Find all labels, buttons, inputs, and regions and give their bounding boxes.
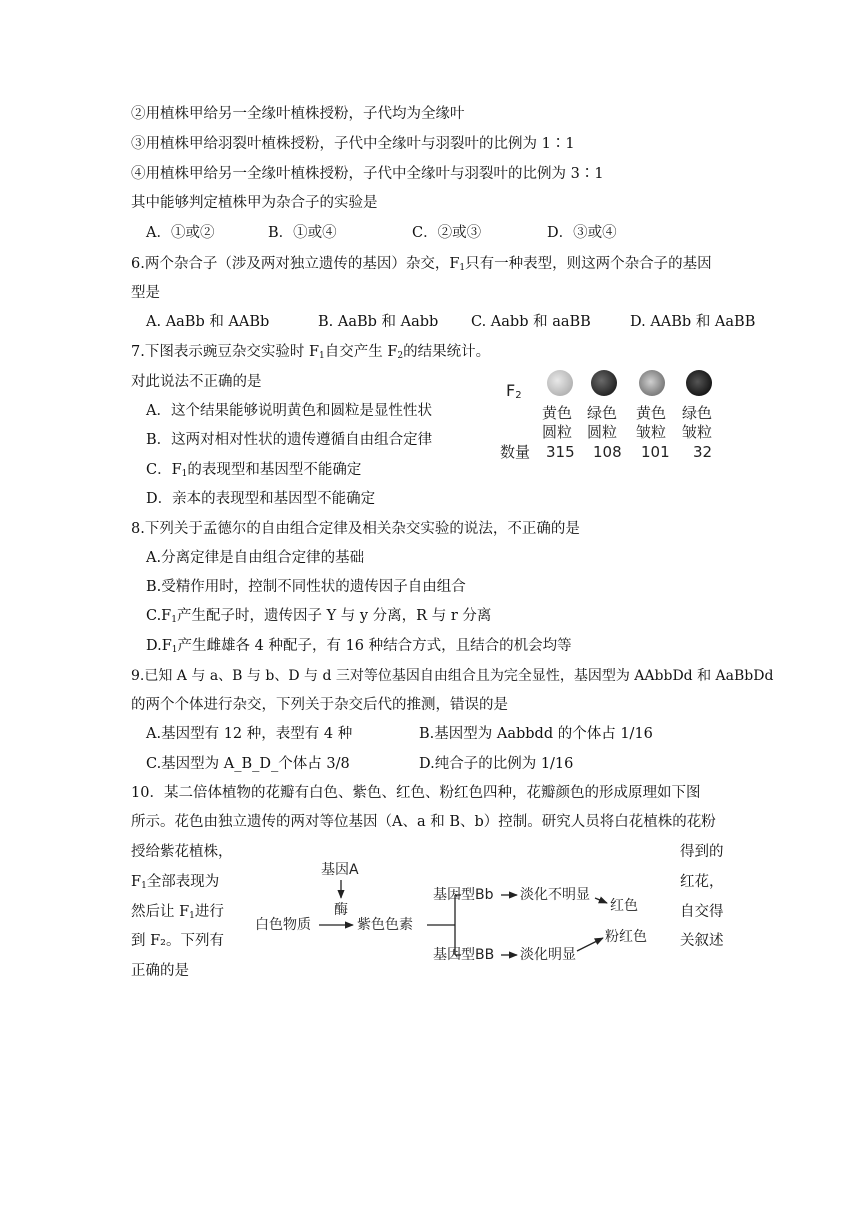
green-wrinkled-pea-icon xyxy=(686,370,712,396)
q8-option-d: $D.F_1$产生雌雄各 4 种配子，有 16 种结合方式，且结合的机会均等 xyxy=(146,638,572,655)
phenotype-2-line1: 绿色 xyxy=(587,404,618,422)
f2-label: $F_2$ xyxy=(506,381,522,401)
q10-left-2: $F_1$全部表现为 xyxy=(131,874,220,891)
q8-stem: 8.下列关于孟德尔的自由组合定律及相关杂交实验的说法，不正确的是 xyxy=(131,521,580,537)
q5-option-c: C．②或③ xyxy=(412,225,482,241)
q6-option-d: D. AABb 和 AaBB xyxy=(630,314,756,330)
q7-stem-line1: 7.下图表示豌豆杂交实验时 $F_1$自交产生 $F_2$的结果统计。 xyxy=(131,344,491,361)
q10-left-1: 授给紫花植株， xyxy=(131,844,233,860)
q8-option-b: B.受精作用时，控制不同性状的遗传因子自由组合 xyxy=(146,579,466,595)
phenotype-3-line1: 黄色 xyxy=(636,404,667,422)
phenotype-1-line1: 黄色 xyxy=(542,404,573,422)
q5-item-3: ③用植株甲给羽裂叶植株授粉，子代中全缘叶与羽裂叶的比例为 1∶1 xyxy=(131,136,575,152)
white-substance-label: 白色物质 xyxy=(255,917,311,933)
q10-left-3: 然后让 $F_1$进行 xyxy=(131,904,224,921)
q10-stem-line2: 所示。花色由独立遗传的两对等位基因（A、a 和 B、b）控制。研究人员将白花植株的花粉 xyxy=(131,814,716,830)
q5-option-d: D．③或④ xyxy=(547,225,617,241)
q10-right-3: 自交得 xyxy=(680,904,724,920)
count-green-round: 108 xyxy=(593,443,622,461)
q9-option-d: D.纯合子的比例为 1/16 xyxy=(419,756,574,772)
q8-option-a: A.分离定律是自由组合定律的基础 xyxy=(146,550,365,566)
q5-item-4: ④用植株甲给另一全缘叶植株授粉，子代中全缘叶与羽裂叶的比例为 3∶1 xyxy=(131,166,604,182)
genotype-Bb-label: 基因型Bb xyxy=(433,887,494,903)
q9-option-b: B.基因型为 Aabbdd 的个体占 1/16 xyxy=(419,726,653,742)
q7-option-b: B．这两对相对性状的遗传遵循自由组合定律 xyxy=(146,432,433,448)
q5-option-b: B．①或④ xyxy=(268,225,337,241)
strong-fading-label: 淡化明显 xyxy=(520,947,576,963)
q6-option-c: C. Aabb 和 aaBB xyxy=(471,314,591,330)
phenotype-1-line2: 圆粒 xyxy=(542,423,573,441)
q10-right-1: 得到的 xyxy=(680,844,724,860)
q9-option-a: A.基因型有 12 种，表型有 4 种 xyxy=(146,726,353,742)
red-label: 红色 xyxy=(610,898,638,914)
q5-item-2: ②用植株甲给另一全缘叶植株授粉，子代均为全缘叶 xyxy=(131,106,465,122)
count-yellow-round: 315 xyxy=(546,443,575,461)
phenotype-4-line2: 皱粒 xyxy=(682,423,713,441)
q10-right-2: 红花， xyxy=(680,874,724,890)
count-yellow-wrinkled: 101 xyxy=(641,443,670,461)
genotype-BB-label: 基因型BB xyxy=(433,947,495,963)
q9-stem-line1: 9.已知 A 与 a、B 与 b、D 与 d 三对等位基因自由组合且为完全显性，基因型为 AAbbDd 和 AaBbDd xyxy=(131,668,774,684)
yellow-round-pea-icon xyxy=(547,370,573,396)
q6-option-a: A. AaBb 和 AABb xyxy=(146,314,270,330)
flower-color-diagram xyxy=(255,858,675,968)
yellow-wrinkled-pea-icon xyxy=(639,370,665,396)
q7-option-d: D．亲本的表现型和基因型不能确定 xyxy=(146,491,376,507)
q10-right-4: 关叙述 xyxy=(680,933,724,949)
q10-left-4: 到 F₂。下列有 xyxy=(131,933,224,949)
q7-option-a: A．这个结果能够说明黄色和圆粒是显性性状 xyxy=(146,403,432,419)
q7-stem-line2: 对此说法不正确的是 xyxy=(131,374,262,390)
count-green-wrinkled: 32 xyxy=(693,443,713,461)
pink-label: 粉红色 xyxy=(605,929,647,945)
phenotype-2-line2: 圆粒 xyxy=(587,423,618,441)
q10-stem-line1: 10．某二倍体植物的花瓣有白色、紫色、红色、粉红色四种，花瓣颜色的形成原理如下图 xyxy=(131,785,701,801)
q10-left-5: 正确的是 xyxy=(131,963,189,979)
q7-option-c: C．$F_1$的表现型和基因型不能确定 xyxy=(146,462,362,479)
weak-fading-label: 淡化不明显 xyxy=(520,887,590,903)
phenotype-3-line2: 皱粒 xyxy=(636,423,667,441)
q6-option-b: B. AaBb 和 Aabb xyxy=(318,314,439,330)
q5-stem: 其中能够判定植株甲为杂合子的实验是 xyxy=(131,195,378,211)
q6-stem-line2: 型是 xyxy=(131,285,160,301)
f2-peas-figure xyxy=(496,368,736,468)
q9-option-c: C.基因型为 A_B_D_个体占 3/8 xyxy=(146,756,350,772)
phenotype-4-line1: 绿色 xyxy=(682,404,713,422)
count-label: 数量 xyxy=(500,443,531,461)
green-round-pea-icon xyxy=(591,370,617,396)
gene-a-label: 基因A xyxy=(321,862,359,878)
q9-stem-line2: 的两个个体进行杂交，下列关于杂交后代的推测，错误的是 xyxy=(131,697,508,713)
q8-option-c: $C.F_1$产生配子时，遗传因子 Y 与 y 分离，R 与 r 分离 xyxy=(146,608,492,625)
q6-stem-line1: 6.两个杂合子（涉及两对独立遗传的基因）杂交，$F_1$只有一种表型，则这两个杂合子的基因 xyxy=(131,256,712,273)
enzyme-label: 酶 xyxy=(334,902,348,918)
purple-pigment-label: 紫色色素 xyxy=(357,917,413,933)
q5-option-a: A．①或② xyxy=(146,225,215,241)
